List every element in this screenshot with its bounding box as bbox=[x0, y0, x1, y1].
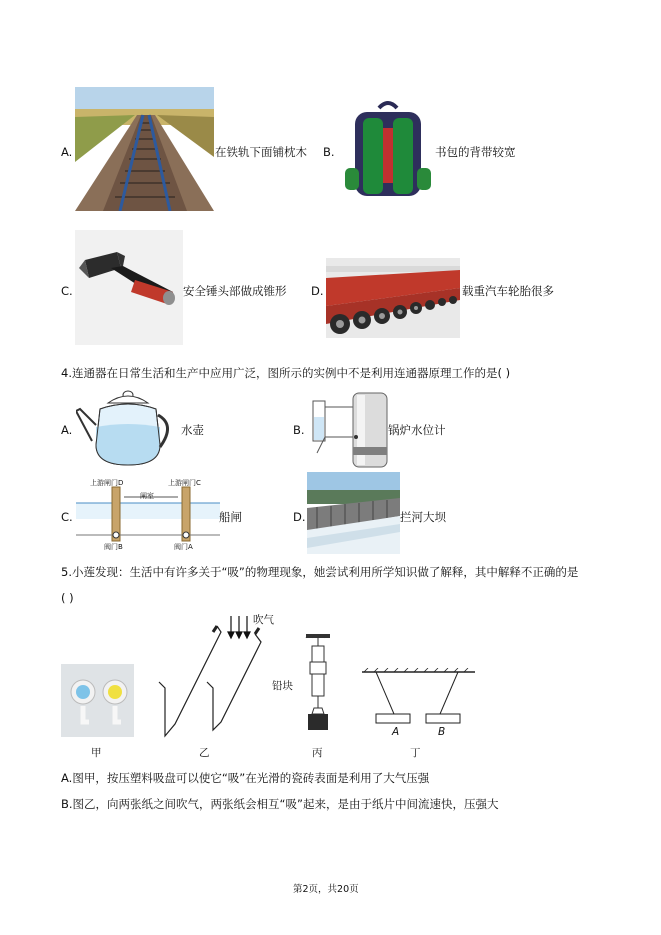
lock-label-chamber: 闸室 bbox=[140, 492, 154, 500]
lock-label-upper-gate-d: 上游闸门D bbox=[90, 479, 124, 487]
suction-cup-image bbox=[61, 664, 134, 737]
railway-track-image bbox=[75, 87, 214, 211]
plate-b-label: B bbox=[438, 726, 446, 738]
option-d-text: 载重汽车轮胎很多 bbox=[462, 284, 554, 298]
q4-option-d-label: D. bbox=[293, 510, 306, 524]
boiler-gauge-image bbox=[307, 387, 389, 469]
lead-block-diagram bbox=[272, 634, 338, 738]
lead-block-label: 铅块 bbox=[272, 680, 293, 692]
q5-option-b: B.图乙，向两张纸之间吹气，两张纸会相互“吸”起来，是由于纸片中间流速快，压强大 bbox=[61, 797, 499, 811]
option-b-text: 书包的背带较宽 bbox=[435, 145, 516, 159]
q4-option-b-label: B. bbox=[293, 423, 305, 437]
option-c-label: C. bbox=[61, 284, 73, 298]
option-d-label: D. bbox=[311, 284, 324, 298]
question-5-stem-line2: ( ) bbox=[61, 591, 74, 605]
lock-label-valve-a: 阀门A bbox=[174, 543, 193, 551]
option-b-label: B. bbox=[323, 145, 335, 159]
plate-a-label: A bbox=[392, 726, 400, 738]
question-4-stem: 4.连通器在日常生活和生产中应用广泛，图所示的实例中不是利用连通器原理工作的是( ) bbox=[61, 366, 511, 380]
caption-yi: 乙 bbox=[199, 747, 210, 759]
option-a-text: 在铁轨下面铺枕木 bbox=[215, 145, 307, 159]
q4-option-d-text: 拦河大坝 bbox=[400, 510, 446, 524]
ship-lock-diagram bbox=[76, 473, 220, 553]
q4-option-c-text: 船闸 bbox=[219, 510, 242, 524]
option-c-text: 安全锤头部做成锥形 bbox=[183, 284, 287, 298]
q4-option-b-text: 锅炉水位计 bbox=[388, 423, 446, 437]
hanging-plates-diagram bbox=[362, 668, 475, 742]
page-footer: 第2页，共20页 bbox=[293, 884, 359, 895]
blow-air-label: 吹气 bbox=[253, 614, 274, 626]
option-a-label: A. bbox=[61, 145, 73, 159]
question-5-stem-line1: 5.小莲发现：生活中有许多关于“吸”的物理现象，她尝试利用所学知识做了解释，其中解释不正确的是 bbox=[61, 565, 579, 579]
safety-hammer-image bbox=[75, 230, 183, 345]
teapot-image bbox=[76, 385, 176, 468]
q5-option-a: A.图甲，按压塑料吸盘可以使它“吸”在光滑的瓷砖表面是利用了大气压强 bbox=[61, 771, 430, 785]
backpack-image bbox=[341, 98, 435, 201]
caption-bing: 丙 bbox=[312, 747, 323, 759]
lock-label-valve-b: 阀门B bbox=[104, 543, 123, 551]
caption-ding: 丁 bbox=[410, 747, 421, 759]
q4-option-a-label: A. bbox=[61, 423, 73, 437]
caption-jia: 甲 bbox=[91, 747, 102, 759]
q4-option-a-text: 水壶 bbox=[181, 423, 204, 437]
q4-option-c-label: C. bbox=[61, 510, 73, 524]
dam-image bbox=[307, 472, 400, 554]
lock-label-upper-gate-c: 上游闸门C bbox=[168, 479, 201, 487]
heavy-truck-image bbox=[326, 258, 460, 338]
two-papers-diagram bbox=[155, 612, 287, 738]
